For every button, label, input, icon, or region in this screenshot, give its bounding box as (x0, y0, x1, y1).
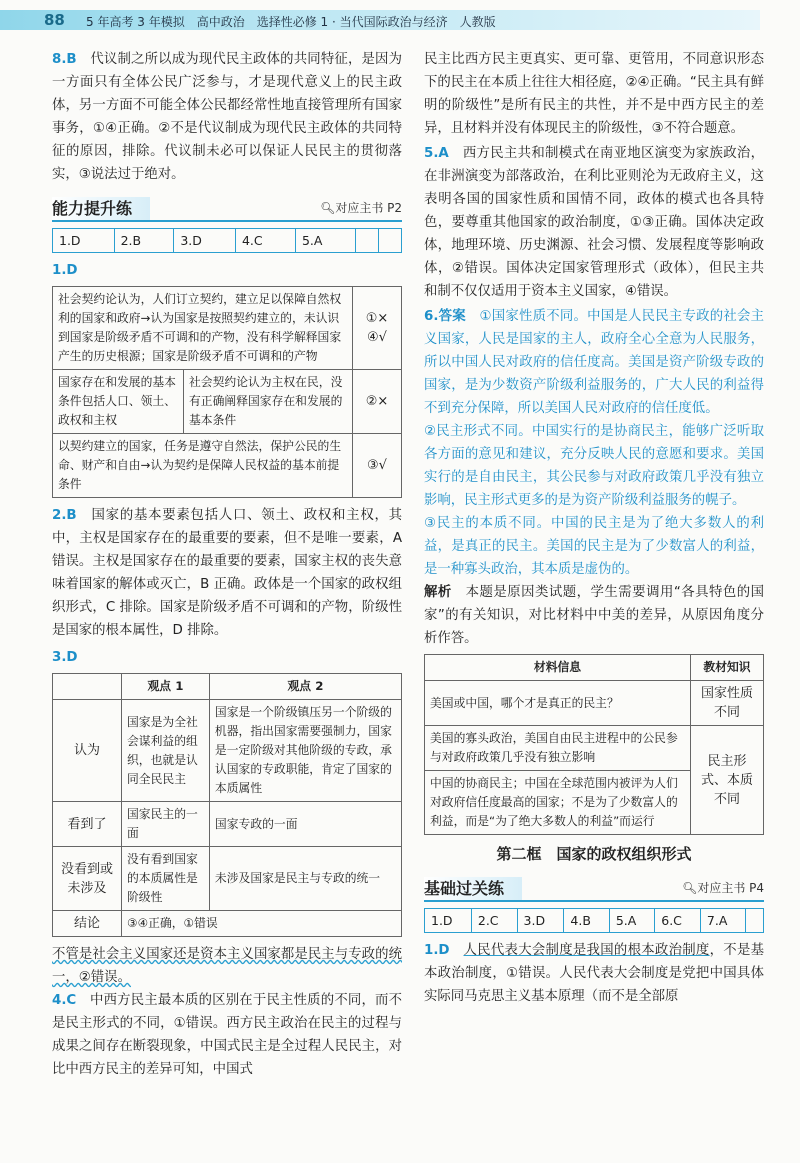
chapter-title: 第二框 国家的政权组织形式 (496, 845, 692, 863)
answer-cell: 6.C (655, 909, 701, 933)
running-title: 5 年高考 3 年模拟 高中政治 选择性必修 1 · 当代国际政治与经济 人教版 (86, 15, 496, 29)
q5-answer: 5.A (424, 146, 449, 161)
q6 (424, 305, 764, 420)
answer-cell: 3.D (517, 909, 564, 933)
q3-head: 观点 1 (122, 674, 210, 700)
q1-mark: ①× ④√ (353, 287, 402, 370)
analysis-text: 本题是原因类试题，学生需要调用“各具特色的国家”的有关知识，对比材料中中美的差异，从原因角度分析作答。 (424, 585, 765, 646)
q3-conclusion: ③④正确，①错误 (122, 911, 402, 937)
page-number: 88 (44, 11, 65, 29)
section-title: 能力提升练 (52, 197, 150, 220)
q3-cell: 国家民主的一面 (122, 802, 210, 847)
q6-point-3: ③民主的本质不同。中国的民主是为了绝大多数人的利益，是真正的民主。美国的民主是为了少数富人的利益，是一种寡头政治，其本质是虚伪的。 (424, 516, 764, 577)
q8 (52, 48, 402, 186)
q3-cell: 没看到或未涉及 (53, 847, 122, 911)
q1-answer: 1.D (52, 263, 78, 278)
search-icon: 🔍︎ (682, 881, 698, 895)
mat-cell: 美国的寡头政治，美国自由民主进程中的公民参与对政府政策几乎没有独立影响 (425, 726, 691, 771)
answer-cell: 2.B (114, 229, 174, 253)
q1-mark: ②× (353, 370, 402, 434)
mat-head: 教材知识 (691, 655, 764, 681)
section-basic (424, 870, 764, 902)
q3-head: 观点 2 (209, 674, 401, 700)
left-column (52, 48, 402, 1081)
q4-cont: 民主比西方民主更真实、更可靠、更管用，不同意识形态下的民主在本质上往往大相径庭，②④正确。“民主具有鲜明的阶级性”是所有民主的共性，并不是中西方民主的差异，且材料并没有体现民主的阶级性，③不符合题意。 (424, 52, 764, 136)
mat-cell: 国家性质不同 (691, 681, 764, 726)
q3-cell: 未涉及国家是民主与专政的统一 (209, 847, 401, 911)
q3-conclusion-label: 结论 (53, 911, 122, 937)
mat-cell: 民主形式、本质不同 (691, 726, 764, 835)
answer-cell: 3.D (174, 229, 236, 253)
q2-text: 国家的基本要素包括人口、领土、政权和主权，其中，主权是国家存在的最重要的要素，但不是唯一要素，A 错误。主权是国家存在的最重要的要素，国家主权的丧失意味着国家的解体或灭亡，B 正确。政体是一个国家的政权组织形式，C 排除。国家是阶级矛盾不可调和的产物，阶级性是国家的根本属性，D 排除。 (52, 508, 403, 638)
q3-cell: 没有看到国家的本质属性是阶级性 (122, 847, 210, 911)
answer-cell: 2.C (471, 909, 517, 933)
q3-answer: 3.D (52, 650, 78, 665)
r-q1-underlined: 人民代表大会制度是我国的根本政治制度 (463, 943, 710, 958)
section-ref: 🔍︎对应主书 P2 (320, 201, 402, 215)
answer-cell: 7.A (700, 909, 745, 933)
q3-cell: 认为 (53, 700, 122, 802)
q8-answer: 8.B (52, 52, 77, 67)
answer-table-1 (52, 228, 402, 253)
q6-point-1: ①国家性质不同。中国是人民民主专政的社会主义国家，人民是国家的主人，政府全心全意为人民服务，所以中国人民对政府的信任度高。美国是资产阶级专政的国家，是为少数资产阶级利益服务的，广大人民的利益得不到充分保障，所以美国人民对政府的信任度低。 (424, 309, 764, 416)
q3-table (52, 673, 402, 937)
mat-cell: 中国的协商民主；中国在全球范围内被评为人们对政府信任度最高的国家；不是为了少数富人的利益，而是“为了绝大多数人的利益”而运行 (425, 771, 691, 835)
answer-cell: 1.D (425, 909, 472, 933)
q1-cell: 社会契约论认为主权在民，没有正确阐释国家存在和发展的基本条件 (184, 370, 353, 434)
q3-cell: 国家是一个阶级镇压另一个阶级的机器，指出国家需要强制力，国家是一定阶级对其他阶级的专政，承认国家的专政职能，肯定了国家的本质属性 (209, 700, 401, 802)
q8-text: 代议制之所以成为现代民主政体的共同特征，是因为一方面只有全体公民广泛参与，才是现代意义上的民主政体，另一方面不可能全体公民都经常性地直接管理所有国家事务，①④正确。②不是代议制成为现代民主政体的共同特征的原因，排除。代议制未必可以保证人民民主的贯彻落实，③说法过于绝对。 (52, 52, 403, 182)
answer-table-2 (424, 908, 764, 933)
q4 (52, 989, 402, 1081)
section-title: 基础过关练 (424, 877, 522, 900)
r-q1-answer: 1.D (424, 943, 450, 958)
analysis-label: 解析 (424, 585, 452, 600)
answer-cell: 5.A (609, 909, 654, 933)
q5 (424, 142, 764, 303)
q2-answer: 2.B (52, 508, 77, 523)
q4-text: 中西方民主最本质的区别在于民主性质的不同，而不是民主形式的不同，①错误。西方民主政治在民主的过程与成果之间存在断裂现象，中国式民主是全过程人民民主，对比中西方民主的差异可知，中国式 (52, 993, 403, 1077)
answer-cell: 4.B (564, 909, 609, 933)
q1-table (52, 286, 402, 498)
r-q1-text: ，不是基本政治制度，①错误。人民代表大会制度是党把中国具体实际同马克思主义基本原理（而不是全部原 (424, 943, 765, 1004)
section-ability (52, 190, 402, 222)
q1-mark: ③√ (353, 434, 402, 498)
q6-analysis (424, 581, 764, 650)
q3-cell: 国家是为全社会谋利益的组织，也就是认同全民民主 (122, 700, 210, 802)
q6-answer: 6.答案 (424, 309, 466, 324)
mat-cell: 美国或中国，哪个才是真正的民主？ (425, 681, 691, 726)
search-icon: 🔍︎ (320, 201, 336, 215)
q2 (52, 504, 402, 642)
q5-text: 西方民主共和制模式在南亚地区演变为家族政治，在非洲演变为部落政治，在利比亚则沦为无政府主义，这表明各国的国家性质和国情不同，政体的模式也各具特色，要尊重其他国家的政治制度，①③正确。国体决定政体，地理环境、历史渊源、社会习惯、发展程度等影响政体，②错误。国体决定国家管理形式（政体），但民主共和制不仅仅适用于资本主义国家，④错误。 (424, 146, 765, 299)
answer-cell: 5.A (295, 229, 355, 253)
section-ref: 🔍︎对应主书 P4 (682, 881, 764, 895)
q4-answer: 4.C (52, 993, 77, 1008)
answer-cell (355, 229, 378, 253)
r-q1 (424, 939, 764, 1008)
q3-head (53, 674, 122, 700)
answer-cell: 4.C (235, 229, 295, 253)
q3-cell: 国家专政的一面 (209, 802, 401, 847)
q1-cell: 国家存在和发展的基本条件包括人口、领土、政权和主权 (53, 370, 184, 434)
q3-cell: 看到了 (53, 802, 122, 847)
page-header (0, 0, 800, 40)
answer-cell (746, 909, 764, 933)
right-column (424, 48, 764, 1008)
q1-cell: 社会契约论认为，人们订立契约，建立足以保障自然权利的国家和政府→认为国家是按照契约建立的，未认识到国家是阶级矛盾不可调和的产物，没有科学解释国家产生的历史根源；国家是阶级矛盾不可调和的产物 (53, 287, 353, 370)
mat-head: 材料信息 (425, 655, 691, 681)
answer-cell (378, 229, 401, 253)
q3-after: 不管是社会主义国家还是资本主义国家都是民主与专政的统一，②错误。 (52, 947, 402, 985)
q1-cell: 以契约建立的国家，任务是遵守自然法，保护公民的生命、财产和自由→认为契约是保障人民权益的基本前提条件 (53, 434, 353, 498)
answer-cell: 1.D (53, 229, 115, 253)
q6-point-2: ②民主形式不同。中国实行的是协商民主，能够广泛听取各方面的意见和建议，充分反映人民的意愿和要求。美国实行的是自由民主，其公民参与对政府政策几乎没有独立影响，民主形式更多的是为资产阶级利益服务的幌子。 (424, 424, 764, 508)
material-table (424, 654, 764, 835)
